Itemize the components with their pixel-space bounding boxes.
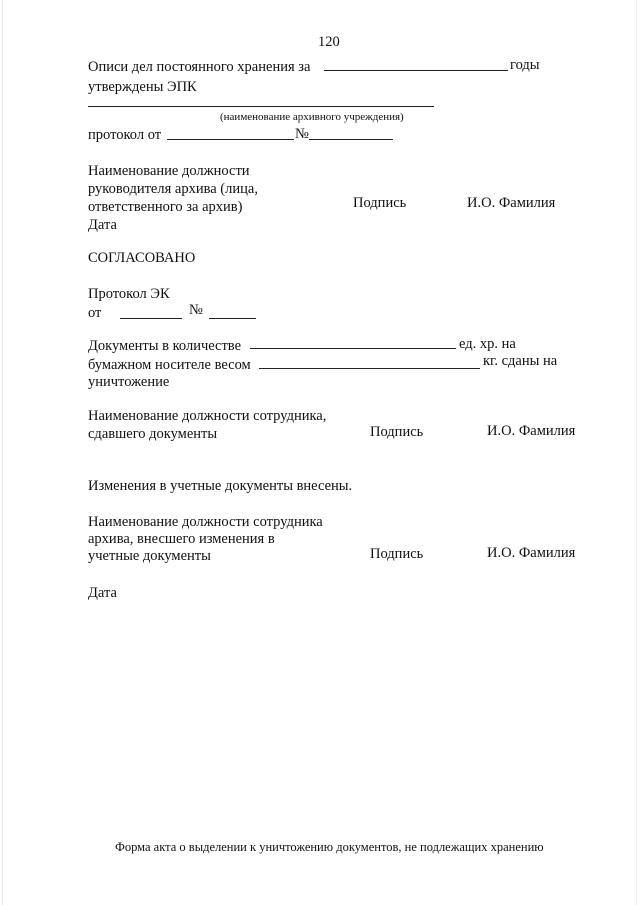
weight-prefix: бумажном носителе весом <box>88 357 251 373</box>
years-suffix: годы <box>510 57 540 73</box>
handover-name-label: И.О. Фамилия <box>487 423 576 439</box>
years-input-line[interactable] <box>324 70 508 71</box>
weight-suffix: кг. сданы на <box>483 353 558 369</box>
changes-position-line-1: Наименование должности сотрудника <box>88 514 323 530</box>
handover-position-line-2: сдавшего документы <box>88 426 218 442</box>
protocol-ek-date-line[interactable] <box>120 318 182 319</box>
protocol-ek-number-sign: № <box>189 302 203 318</box>
protocol-date-line[interactable] <box>167 139 294 140</box>
weight-line[interactable] <box>259 368 480 369</box>
archive-name-line[interactable] <box>88 106 434 107</box>
documents-count-prefix: Документы в количестве <box>88 338 242 354</box>
changes-name-label: И.О. Фамилия <box>487 545 576 561</box>
protocol-ek-number-line[interactable] <box>209 318 256 319</box>
destruction-word: уничтожение <box>88 374 170 390</box>
changes-position-line-3: учетные документы <box>88 548 211 564</box>
protocol-number-line[interactable] <box>309 139 393 140</box>
documents-count-line[interactable] <box>250 348 456 349</box>
head-name-label: И.О. Фамилия <box>467 195 556 211</box>
page-number: 120 <box>318 34 340 50</box>
head-position-line-3: ответственного за архив) <box>88 199 243 215</box>
protocol-ek-label: Протокол ЭК <box>88 286 170 302</box>
protocol-from-label: протокол от <box>88 127 162 143</box>
scan-edge-right <box>636 0 637 905</box>
changes-note: Изменения в учетные документы внесены. <box>88 478 353 494</box>
changes-signature-label: Подпись <box>370 546 424 562</box>
footer-caption: Форма акта о выделении к уничтожению документов, не подлежащих хранению <box>115 840 544 854</box>
changes-position-line-2: архива, внесшего изменения в <box>88 531 275 547</box>
inventory-prefix: Описи дел постоянного хранения за <box>88 59 311 75</box>
handover-signature-label: Подпись <box>370 424 424 440</box>
documents-count-suffix: ед. хр. на <box>459 336 516 352</box>
protocol-ek-from: от <box>88 305 102 321</box>
archive-name-caption: (наименование архивного учреждения) <box>220 111 404 123</box>
head-date-label: Дата <box>88 217 117 233</box>
changes-date-label: Дата <box>88 585 117 601</box>
head-position-line-1: Наименование должности <box>88 163 250 179</box>
protocol-number-sign: № <box>295 126 309 142</box>
scan-edge-left <box>2 0 3 905</box>
approval-title: СОГЛАСОВАНО <box>88 250 196 266</box>
head-signature-label: Подпись <box>353 195 407 211</box>
approved-by: утверждены ЭПК <box>88 79 197 95</box>
head-position-line-2: руководителя архива (лица, <box>88 181 258 197</box>
handover-position-line-1: Наименование должности сотрудника, <box>88 408 327 424</box>
